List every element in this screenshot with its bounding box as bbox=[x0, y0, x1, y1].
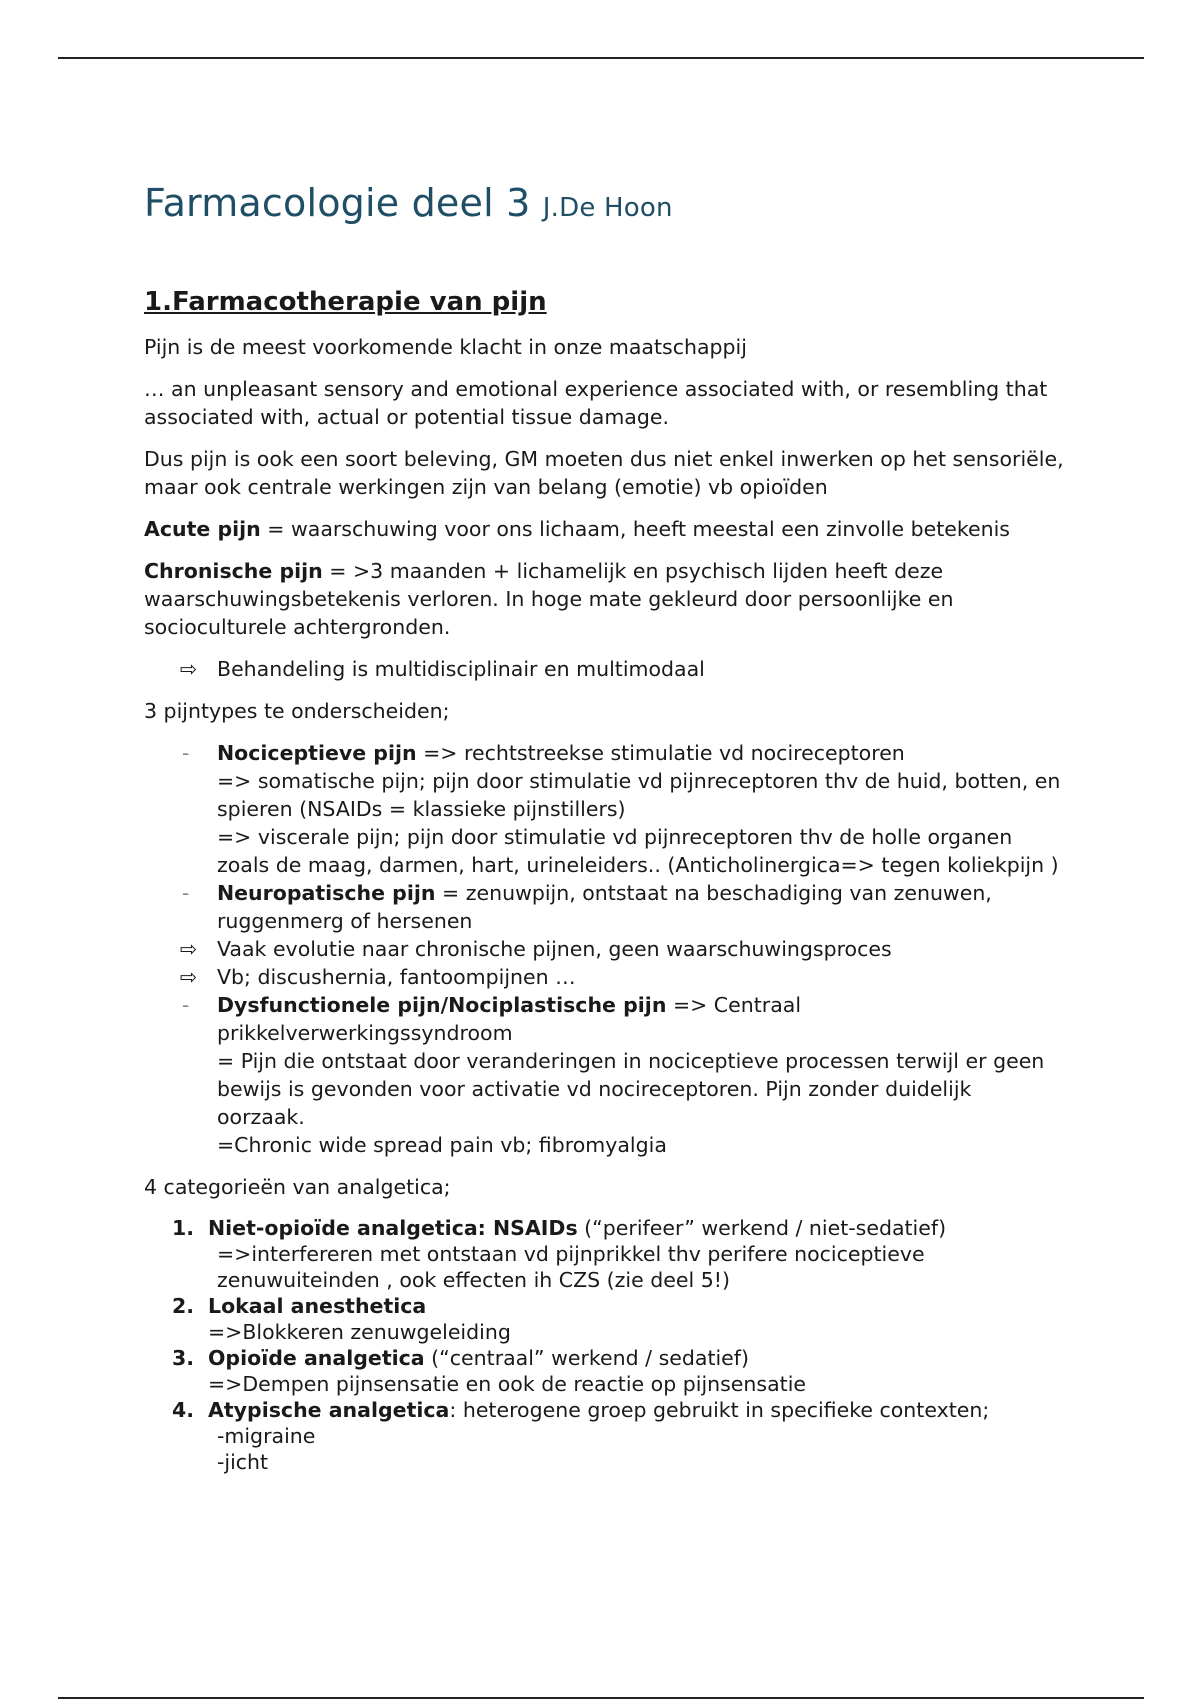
nociceptive-text: => rechtstreekse stimulatie vd nocireceptoren bbox=[416, 741, 905, 765]
dysfunctional-text: => Centraal prikkelverwerkingssyndroom bbox=[217, 993, 802, 1045]
arrow-icon: ⇨ bbox=[180, 965, 198, 989]
arrow-icon: ⇨ bbox=[180, 937, 198, 961]
item-number: 1. bbox=[172, 1216, 195, 1240]
arrow-item-evolution bbox=[144, 935, 1064, 963]
nociceptive-visceral: => viscerale pijn; pijn door stimulatie vd pijnreceptoren thv de holle organen zoals de maag, darmen, hart, urineleiders.. (Anticholinergica=> tegen koliekpijn ) bbox=[217, 825, 1059, 877]
analgesic-text: : heterogene groep gebruikt in specifieke contexten; bbox=[449, 1398, 990, 1422]
list-item-nociceptive bbox=[144, 739, 1064, 879]
analgesic-term: Niet-opioïde analgetica: NSAIDs bbox=[208, 1216, 578, 1240]
nociceptive-somatic: => somatische pijn; pijn door stimulatie vd pijnreceptoren thv de huid, botten, en spieren (NSAIDs = klassieke pijnstillers) bbox=[217, 769, 1061, 821]
dash-bullet: - bbox=[182, 881, 190, 905]
arrow-icon: ⇨ bbox=[180, 657, 198, 681]
footer-rule bbox=[58, 1697, 1144, 1699]
arrow-item-treatment bbox=[144, 655, 1064, 683]
acute-term: Acute pijn bbox=[144, 517, 261, 541]
neuropathic-arrow-2: Vb; discushernia, fantoompijnen … bbox=[217, 965, 576, 989]
paragraph-definition: … an unpleasant sensory and emotional experience associated with, or resembling that associated with, actual or potential tissue damage. bbox=[144, 377, 1048, 429]
list-item-analgesic-3 bbox=[144, 1345, 1064, 1397]
paragraph-chronic bbox=[144, 557, 1064, 641]
analgesic-term: Atypische analgetica bbox=[208, 1398, 450, 1422]
analgesic-sub-migraine: -migraine bbox=[217, 1424, 316, 1448]
analgesic-text: (“perifeer” werkend / niet-sedatief) bbox=[577, 1216, 947, 1240]
list-item-analgesic-1 bbox=[144, 1215, 1064, 1293]
header-rule bbox=[58, 57, 1144, 59]
list-item-neuropathic bbox=[144, 879, 1064, 935]
title-author: J.De Hoon bbox=[542, 193, 673, 223]
analgesic-text: (“centraal” werkend / sedatief) bbox=[424, 1346, 750, 1370]
analgesic-sub: =>Blokkeren zenuwgeleiding bbox=[208, 1320, 511, 1344]
list-item-analgesic-2 bbox=[144, 1293, 1064, 1345]
section-heading: 1.Farmacotherapie van pijn bbox=[144, 287, 547, 317]
dash-bullet: - bbox=[182, 993, 190, 1017]
document-body bbox=[144, 178, 1064, 1475]
arrow-text: Behandeling is multidisciplinair en multimodaal bbox=[217, 657, 705, 681]
chronic-term: Chronische pijn bbox=[144, 559, 323, 583]
acute-text: = waarschuwing voor ons lichaam, heeft meestal een zinvolle betekenis bbox=[260, 517, 1010, 541]
neuropathic-term: Neuropatische pijn bbox=[217, 881, 436, 905]
dysfunctional-definition: = Pijn die ontstaat door veranderingen in nociceptieve processen terwijl er geen bewijs is gevonden voor activatie vd nocireceptoren. Pijn zonder duidelijk oorzaak. bbox=[217, 1049, 1045, 1129]
arrow-item-examples bbox=[144, 963, 1064, 991]
list-item-analgesic-4 bbox=[144, 1397, 1064, 1475]
neuropathic-arrow-1: Vaak evolutie naar chronische pijnen, geen waarschuwingsproces bbox=[217, 937, 892, 961]
list-item-dysfunctional bbox=[144, 991, 1064, 1159]
item-number: 4. bbox=[172, 1398, 195, 1422]
analgesics-list bbox=[144, 1215, 1064, 1475]
dash-bullet: - bbox=[182, 741, 190, 765]
nociceptive-term: Nociceptieve pijn bbox=[217, 741, 417, 765]
analgesic-term: Opioïde analgetica bbox=[208, 1346, 425, 1370]
paragraph-beleving: Dus pijn is ook een soort beleving, GM moeten dus niet enkel inwerken op het sensoriële, maar ook centrale werkingen zijn van belang (emotie) vb opioïden bbox=[144, 447, 1064, 499]
item-number: 3. bbox=[172, 1346, 195, 1370]
paragraph-types-intro: 3 pijntypes te onderscheiden; bbox=[144, 699, 450, 723]
pain-types-list bbox=[144, 739, 1064, 1159]
analgesic-sub: =>interfereren met ontstaan vd pijnprikkel thv perifere nociceptieve zenuwuiteinden , ook effecten ih CZS (zie deel 5!) bbox=[217, 1242, 925, 1292]
dysfunctional-example: =Chronic wide spread pain vb; fibromyalgia bbox=[217, 1133, 667, 1157]
chronic-text: = >3 maanden + lichamelijk en psychisch lijden heeft deze waarschuwingsbetekenis verloren. In hoge mate gekleurd door persoonlijke en socioculturele achtergronden. bbox=[144, 559, 954, 639]
analgesic-sub: =>Dempen pijnsensatie en ook de reactie op pijnsensatie bbox=[208, 1372, 807, 1396]
dysfunctional-term: Dysfunctionele pijn/Nociplastische pijn bbox=[217, 993, 667, 1017]
item-number: 2. bbox=[172, 1294, 195, 1318]
analgesic-sub-jicht: -jicht bbox=[217, 1450, 269, 1474]
paragraph-acute bbox=[144, 515, 1064, 543]
paragraph-categories-intro: 4 categorieën van analgetica; bbox=[144, 1175, 451, 1199]
document-title bbox=[144, 178, 1064, 233]
title-main: Farmacologie deel 3 bbox=[144, 181, 531, 225]
paragraph-intro: Pijn is de meest voorkomende klacht in onze maatschappij bbox=[144, 335, 747, 359]
neuropathic-text: = zenuwpijn, ontstaat na beschadiging van zenuwen, ruggenmerg of hersenen bbox=[217, 881, 992, 933]
analgesic-term: Lokaal anesthetica bbox=[208, 1294, 427, 1318]
